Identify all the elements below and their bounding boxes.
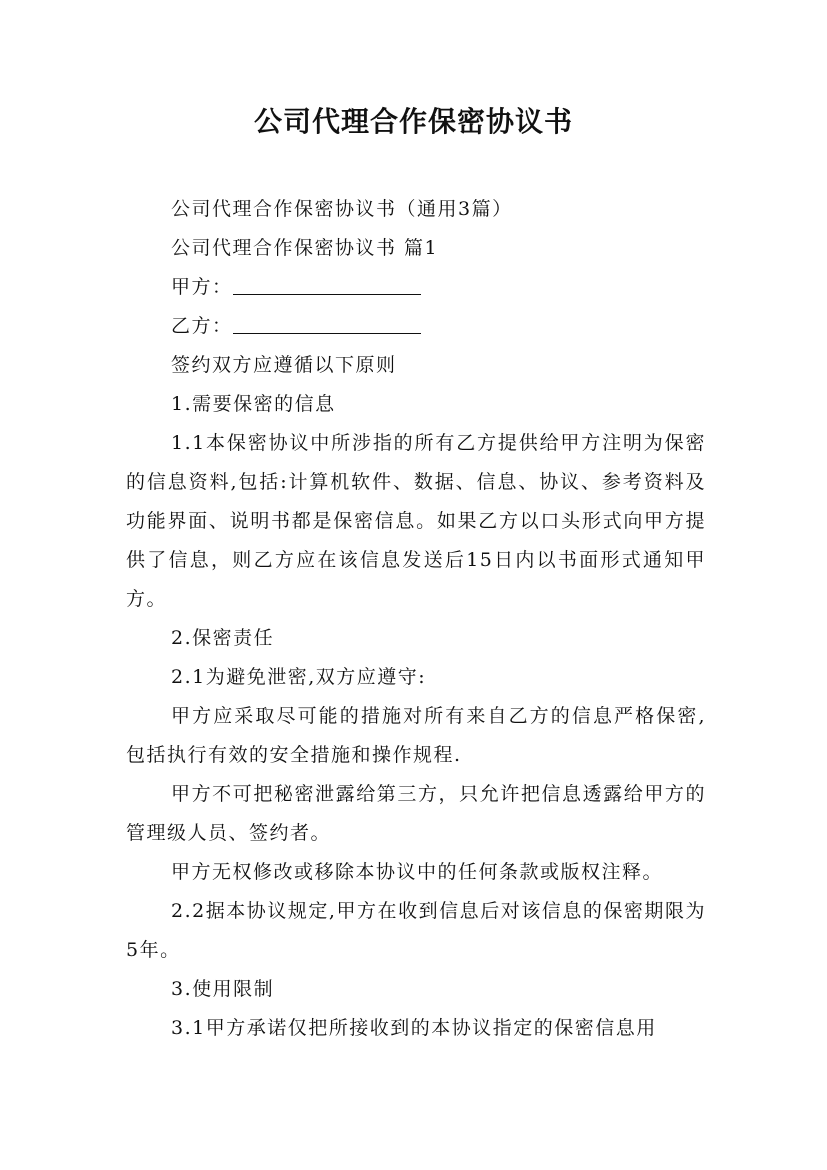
clause-2-1: 2.1为避免泄密,双方应遵守:	[171, 666, 427, 688]
section-2-heading: 2.保密责任	[171, 627, 275, 649]
section-3-heading: 3.使用限制	[171, 978, 275, 1000]
party-b-label: 乙方：	[171, 315, 233, 337]
party-a-label: 甲方：	[171, 276, 233, 298]
section-1-heading: 1.需要保密的信息	[171, 393, 336, 415]
party-a-blank	[233, 270, 421, 295]
document-title: 公司代理合作保密协议书	[253, 105, 573, 138]
clause-2-1-c: 甲方无权修改或移除本协议中的任何条款或版权注释。	[171, 861, 664, 883]
party-a-line	[126, 268, 706, 307]
clause-3-1: 3.1甲方承诺仅把所接收到的本协议指定的保密信息用	[171, 1017, 657, 1039]
document-body	[126, 190, 706, 1048]
paragraph-principles: 签约双方应遵循以下原则	[171, 354, 397, 376]
clause-2-1-a: 甲方应采取尽可能的措施对所有来自乙方的信息严格保密,包括执行有效的安全措施和操作规程.	[126, 705, 706, 766]
clause-1-1: 1.1本保密协议中所涉指的所有乙方提供给甲方注明为保密的信息资料,包括:计算机软件、数据、信息、协议、参考资料及功能界面、说明书都是保密信息。如果乙方以口头形式向甲方提供了信息，则乙方应在该信息发送后15日内以书面形式通知甲方。	[126, 432, 706, 610]
party-b-line	[126, 307, 706, 346]
paragraph-subtitle: 公司代理合作保密协议书（通用3篇）	[171, 198, 513, 220]
paragraph-article-heading: 公司代理合作保密协议书 篇1	[171, 237, 439, 259]
party-b-blank	[233, 309, 421, 334]
clause-2-1-b: 甲方不可把秘密泄露给第三方，只允许把信息透露给甲方的管理级人员、签约者。	[126, 783, 706, 844]
clause-2-2: 2.2据本协议规定,甲方在收到信息后对该信息的保密期限为5年。	[126, 900, 706, 961]
